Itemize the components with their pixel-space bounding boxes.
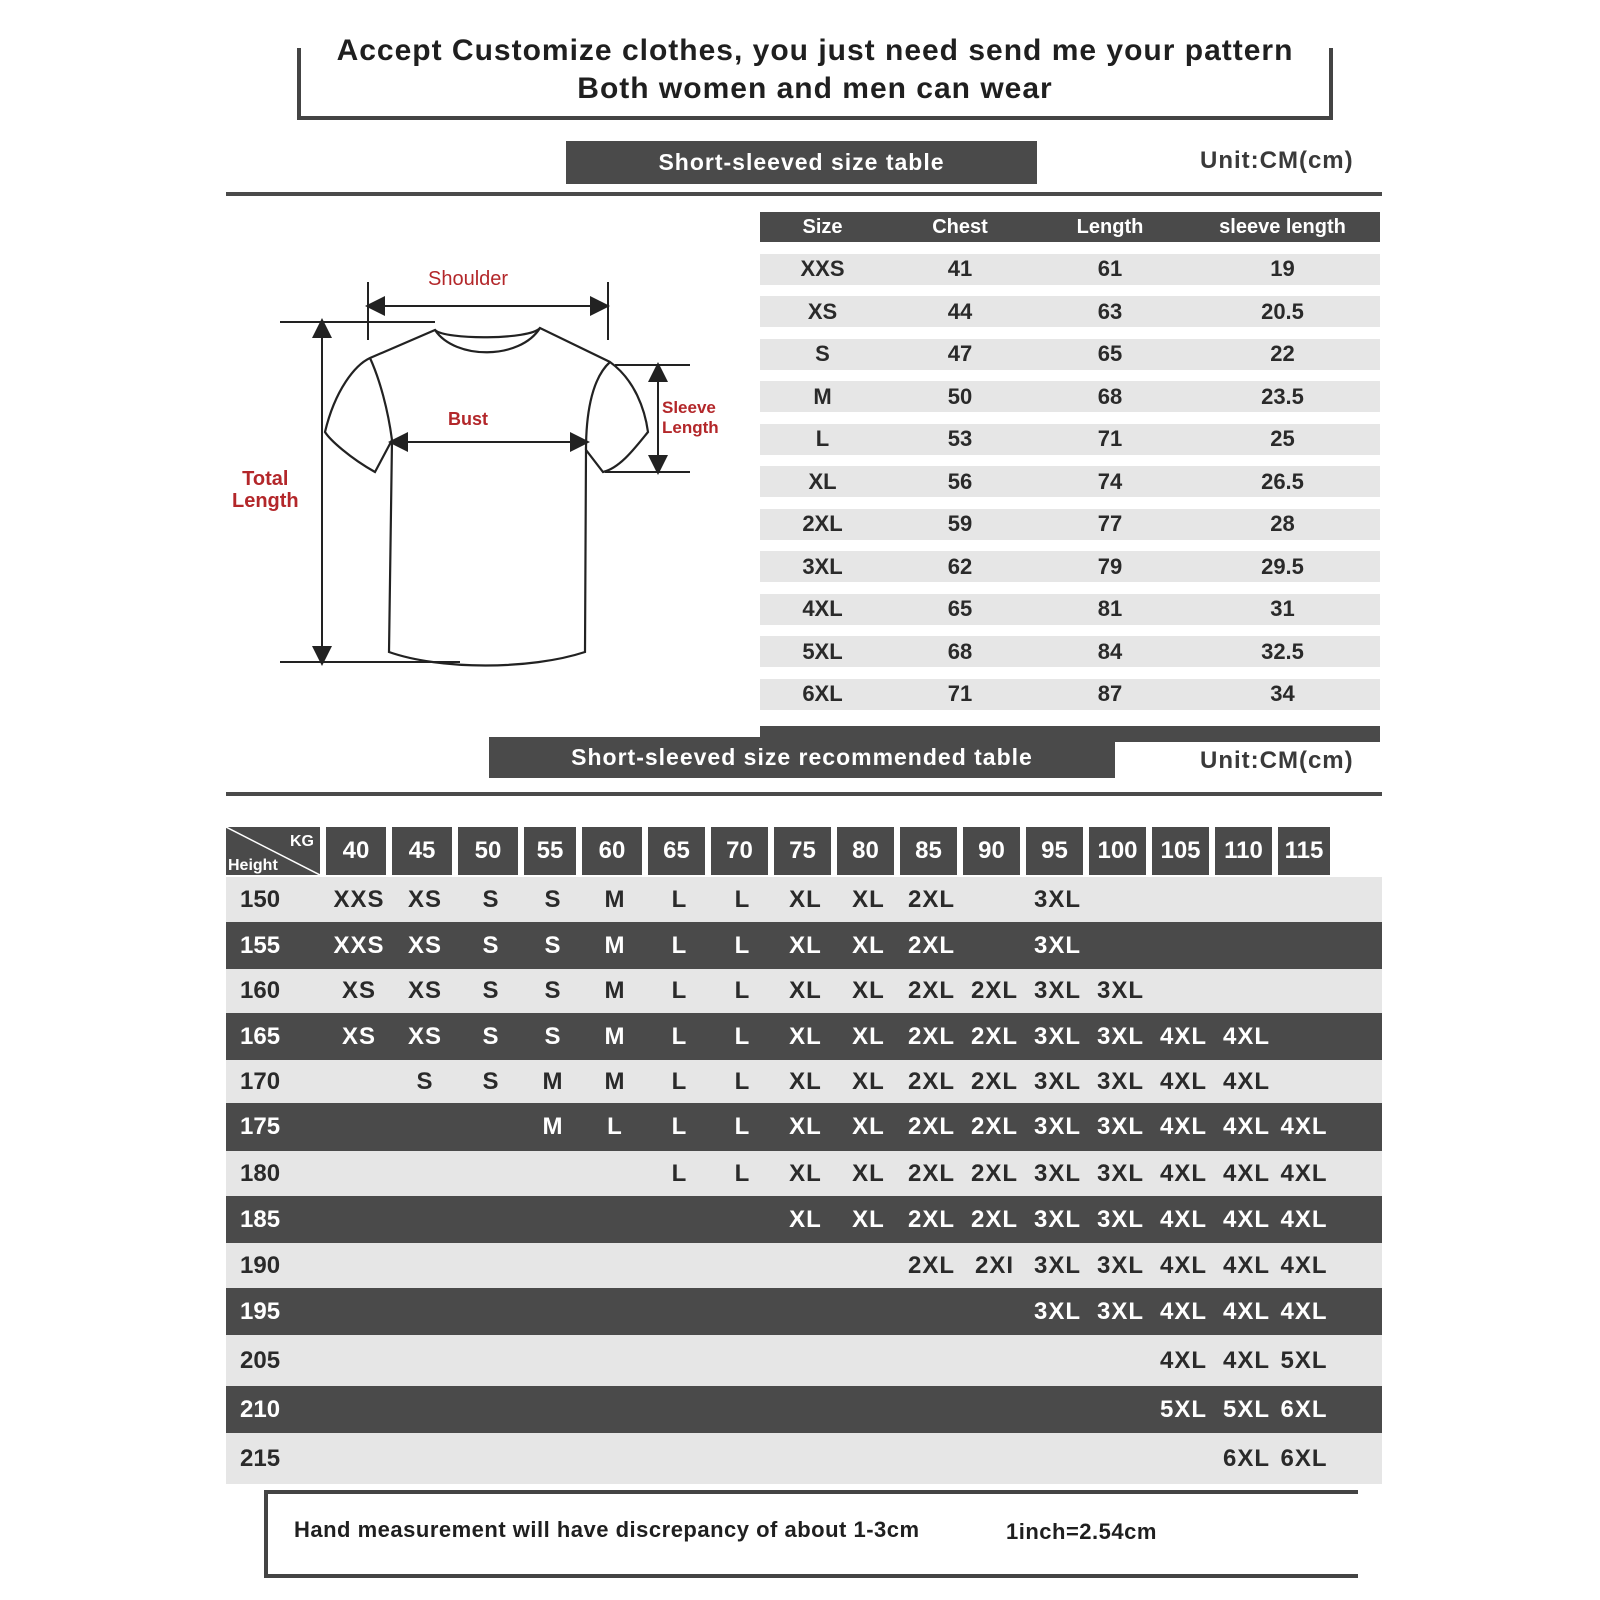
sleeve-length-cell: 28 xyxy=(1270,511,1295,536)
size-recommendation-cell: L xyxy=(734,1159,751,1187)
size-recommendation-cell: 2XL xyxy=(970,977,1018,1004)
size-recommendation-cell: 2XL xyxy=(907,1022,955,1050)
recommend-table-row xyxy=(226,1335,1382,1386)
recommend-table-row xyxy=(226,1433,1382,1484)
kg-column-header: 70 xyxy=(711,827,768,875)
size-recommendation-cell: L xyxy=(671,885,688,913)
height-cell: 170 xyxy=(240,1067,281,1095)
sleeve-length-cell: 34 xyxy=(1270,681,1295,706)
size-recommendation-cell: 3XL xyxy=(1096,1022,1144,1050)
sleeve-length-cell: 25 xyxy=(1270,426,1295,451)
recommend-table-row xyxy=(226,969,1382,1013)
total-length-label-line2: Length xyxy=(232,490,299,512)
header-banner xyxy=(297,34,1333,120)
size-recommendation-cell: XXS xyxy=(333,885,385,913)
recommend-table-row xyxy=(226,1196,1382,1243)
length-cell: 81 xyxy=(1097,596,1123,621)
size-recommendation-cell: L xyxy=(734,1067,751,1095)
size-recommendation-cell: XL xyxy=(852,1205,885,1233)
size-recommendation-cell: 3XL xyxy=(1096,977,1144,1004)
height-cell: 185 xyxy=(240,1205,281,1233)
tshirt-outline-icon xyxy=(230,260,750,700)
length-cell: 65 xyxy=(1097,341,1123,366)
size-table-unit: Unit:CM(cm) xyxy=(1200,147,1354,174)
length-column-header: Length xyxy=(1076,215,1144,238)
length-cell: 71 xyxy=(1097,426,1123,451)
size-recommendation-cell: S xyxy=(482,1067,500,1095)
sleeve-length-cell: 22 xyxy=(1270,341,1295,366)
size-table-row xyxy=(760,381,1380,412)
size-recommendation-cell: 3XL xyxy=(1033,1159,1081,1187)
height-cell: 195 xyxy=(240,1297,281,1325)
recommend-table-row xyxy=(226,1103,1382,1151)
size-recommendation-cell: 3XL xyxy=(1033,1297,1081,1325)
size-recommendation-cell: L xyxy=(671,1022,688,1050)
size-recommendation-cell: 4XL xyxy=(1222,1346,1270,1374)
size-cell: XS xyxy=(807,298,838,324)
chest-cell: 68 xyxy=(947,638,973,664)
length-cell: 77 xyxy=(1097,511,1123,536)
size-recommendation-cell: 3XL xyxy=(1096,1251,1144,1279)
height-cell: 205 xyxy=(240,1346,281,1374)
size-recommendation-cell: 4XL xyxy=(1159,1205,1207,1233)
size-recommendation-cell: 4XL xyxy=(1280,1113,1328,1140)
recommend-table-unit: Unit:CM(cm) xyxy=(1200,747,1354,774)
size-cell: 2XL xyxy=(802,511,843,536)
size-table-row xyxy=(760,679,1380,710)
kg-column-header: 55 xyxy=(524,827,576,875)
recommend-section-divider xyxy=(226,792,1382,796)
size-recommendation-cell: XS xyxy=(407,977,442,1004)
size-table-row xyxy=(760,636,1380,667)
size-recommendation-cell: L xyxy=(734,885,751,913)
size-recommendation-cell: S xyxy=(544,977,562,1004)
recommend-table-row xyxy=(226,1013,1382,1060)
size-recommendation-cell: 3XL xyxy=(1033,1251,1081,1279)
size-recommendation-cell: S xyxy=(482,977,500,1004)
kg-column-header: 85 xyxy=(900,827,957,875)
size-recommendation-cell: 4XL xyxy=(1222,1067,1270,1095)
size-recommendation-cell: S xyxy=(544,931,562,959)
size-table-row xyxy=(760,339,1380,370)
size-table-row xyxy=(760,466,1380,497)
recommend-table-row xyxy=(226,1288,1382,1335)
size-recommendation-cell: M xyxy=(604,1022,626,1050)
sleeve-length-column-header: sleeve length xyxy=(1219,215,1346,238)
size-table-body xyxy=(760,254,1380,710)
sleeve-length-label-line2: Length xyxy=(662,418,719,437)
corner-height-label: Height xyxy=(228,857,278,874)
size-recommendation-cell: 3XL xyxy=(1033,1022,1081,1050)
size-recommendation-cell: L xyxy=(734,931,751,959)
size-recommendation-cell: 3XL xyxy=(1033,1113,1081,1140)
size-table-row xyxy=(760,254,1380,285)
chest-column-header: Chest xyxy=(932,215,988,238)
size-recommendation-cell: 4XL xyxy=(1159,1022,1207,1050)
kg-height-corner xyxy=(226,827,320,875)
size-recommendation-cell: XL xyxy=(852,1159,885,1187)
recommend-table-row xyxy=(226,1386,1382,1433)
size-cell: 5XL xyxy=(802,638,843,664)
length-cell: 74 xyxy=(1097,468,1123,494)
size-cell: M xyxy=(813,383,832,409)
size-cell: XXS xyxy=(800,256,845,281)
shoulder-label: Shoulder xyxy=(428,268,509,290)
size-recommendation-cell: S xyxy=(482,931,500,959)
size-recommendation-cell: XL xyxy=(789,931,822,959)
chest-cell: 41 xyxy=(947,256,973,281)
size-cell: S xyxy=(815,341,830,366)
chest-cell: 65 xyxy=(947,596,973,621)
size-recommendation-cell: L xyxy=(734,1113,751,1140)
size-table-row xyxy=(760,509,1380,540)
size-cell: L xyxy=(815,426,830,451)
total-length-label xyxy=(232,468,299,512)
size-cell: 4XL xyxy=(802,596,843,621)
size-recommendation-cell: 3XL xyxy=(1033,1067,1081,1095)
total-length-label-line1: Total xyxy=(242,468,289,490)
chest-cell: 59 xyxy=(947,511,973,536)
size-recommendation-cell: 6XL xyxy=(1280,1395,1328,1423)
length-cell: 79 xyxy=(1097,553,1123,579)
kg-column-header: 50 xyxy=(458,827,518,875)
size-recommendation-cell: 4XL xyxy=(1222,1022,1270,1050)
size-table-row xyxy=(760,594,1380,625)
size-table-row xyxy=(760,551,1380,582)
size-recommendation-cell: 3XL xyxy=(1096,1067,1144,1095)
size-recommendation-cell: XL xyxy=(789,1022,822,1050)
size-recommendation-cell: 2XL xyxy=(907,1159,955,1187)
size-recommendation-cell: 2XL xyxy=(970,1022,1018,1050)
size-cell: 3XL xyxy=(802,553,843,579)
size-table-row xyxy=(760,424,1380,455)
size-recommendation-cell: 2XL xyxy=(970,1159,1018,1187)
size-recommendation-cell: XL xyxy=(789,977,822,1004)
size-recommendation-cell: L xyxy=(734,977,751,1004)
size-recommendation-cell: XL xyxy=(789,1159,822,1187)
size-recommendation-cell: 4XL xyxy=(1280,1297,1328,1325)
size-recommendation-cell: 4XL xyxy=(1159,1251,1207,1279)
size-recommendation-cell: XL xyxy=(852,977,885,1004)
size-cell: 6XL xyxy=(802,681,843,706)
kg-column-header: 100 xyxy=(1089,827,1146,875)
size-recommendation-cell: XL xyxy=(852,1067,885,1095)
size-recommendation-cell: XS xyxy=(407,885,442,913)
size-recommendation-cell: 4XL xyxy=(1280,1251,1328,1279)
height-cell: 165 xyxy=(240,1022,281,1050)
size-recommendation-cell: XXS xyxy=(333,931,385,959)
footer-note-box xyxy=(264,1490,1358,1578)
kg-column-header: 115 xyxy=(1278,827,1330,875)
size-recommendation-cell: L xyxy=(671,1113,688,1140)
kg-column-header: 65 xyxy=(648,827,705,875)
size-table-row xyxy=(760,296,1380,327)
size-recommendation-cell: M xyxy=(604,931,626,959)
kg-column-header: 45 xyxy=(392,827,452,875)
size-cell: XL xyxy=(808,468,837,494)
size-recommendation-cell: 4XL xyxy=(1222,1205,1270,1233)
size-recommendation-cell: L xyxy=(607,1113,623,1140)
size-recommendation-cell: M xyxy=(542,1113,564,1140)
size-recommendation-cell: 3XL xyxy=(1096,1297,1144,1325)
kg-column-header: 40 xyxy=(326,827,386,875)
size-recommendation-cell: 3XL xyxy=(1033,931,1081,959)
recommend-table-row xyxy=(226,1151,1382,1196)
recommend-table-row xyxy=(226,1060,1382,1103)
size-recommendation-cell: 2XL xyxy=(907,1067,955,1095)
size-section-divider xyxy=(226,192,1382,196)
sleeve-length-cell: 19 xyxy=(1270,256,1295,281)
sleeve-length-cell: 29.5 xyxy=(1261,553,1304,579)
chest-cell: 50 xyxy=(947,383,973,409)
size-recommendation-cell: 2XL xyxy=(970,1205,1018,1233)
length-cell: 87 xyxy=(1097,681,1123,706)
size-recommendation-cell: M xyxy=(604,977,626,1004)
size-recommendation-cell: XL xyxy=(852,1113,885,1140)
size-recommendation-cell: L xyxy=(671,931,688,959)
size-recommendation-cell: M xyxy=(604,885,626,913)
size-recommendation-cell: 4XL xyxy=(1222,1113,1270,1140)
size-recommendation-cell: L xyxy=(671,1067,688,1095)
sleeve-length-cell: 20.5 xyxy=(1261,298,1304,324)
size-recommendation-cell: XL xyxy=(789,1067,822,1095)
size-recommendation-cell: XS xyxy=(341,1022,376,1050)
size-table xyxy=(760,212,1380,742)
sleeve-length-cell: 26.5 xyxy=(1261,468,1304,494)
size-recommendation-cell: M xyxy=(542,1067,564,1095)
bust-label: Bust xyxy=(448,409,488,429)
sleeve-length-cell: 31 xyxy=(1270,596,1295,621)
length-cell: 84 xyxy=(1097,638,1123,664)
height-cell: 150 xyxy=(240,885,281,913)
sleeve-length-label xyxy=(662,398,719,438)
sleeve-length-label-line1: Sleeve xyxy=(662,398,716,417)
size-recommendation-cell: XS xyxy=(341,977,376,1004)
size-recommendation-cell: L xyxy=(671,977,688,1004)
length-cell: 61 xyxy=(1097,256,1123,281)
size-recommendation-cell: 5XL xyxy=(1222,1395,1270,1423)
chest-cell: 47 xyxy=(947,341,973,366)
kg-column-header: 80 xyxy=(837,827,894,875)
kg-column-header: 105 xyxy=(1152,827,1209,875)
size-recommendation-cell: S xyxy=(544,1022,562,1050)
recommend-table-header xyxy=(226,827,1382,877)
size-recommendation-cell: 3XL xyxy=(1033,977,1081,1004)
size-recommendation-cell: 4XL xyxy=(1159,1067,1207,1095)
kg-column-header: 75 xyxy=(774,827,831,875)
size-recommendation-cell: 5XL xyxy=(1159,1395,1207,1423)
size-table-header xyxy=(760,212,1380,242)
recommend-table xyxy=(226,827,1382,1484)
height-cell: 175 xyxy=(240,1113,281,1140)
chest-cell: 62 xyxy=(947,553,973,579)
recommend-table-row xyxy=(226,1243,1382,1288)
recommend-table-row xyxy=(226,922,1382,969)
size-recommendation-cell: 4XL xyxy=(1222,1297,1270,1325)
sleeve-length-cell: 23.5 xyxy=(1261,383,1304,409)
size-recommendation-cell: S xyxy=(544,885,562,913)
height-cell: 160 xyxy=(240,977,281,1004)
size-recommendation-cell: 3XL xyxy=(1096,1205,1144,1233)
size-recommendation-cell: XL xyxy=(852,885,885,913)
size-recommendation-cell: 2XL xyxy=(970,1113,1018,1140)
size-recommendation-cell: 5XL xyxy=(1280,1346,1328,1374)
height-cell: 215 xyxy=(240,1444,281,1472)
size-recommendation-cell: S xyxy=(482,885,500,913)
size-recommendation-cell: XL xyxy=(789,1205,822,1233)
size-recommendation-cell: 6XL xyxy=(1222,1444,1270,1472)
size-column-header: Size xyxy=(802,215,843,238)
height-cell: 210 xyxy=(240,1395,281,1423)
chest-cell: 56 xyxy=(947,468,973,494)
chest-cell: 53 xyxy=(947,426,973,451)
size-recommendation-cell: XS xyxy=(407,931,442,959)
size-recommendation-cell: 2XL xyxy=(970,1067,1018,1095)
size-recommendation-cell: 3XL xyxy=(1096,1159,1144,1187)
size-recommendation-cell: 2XL xyxy=(907,885,955,913)
size-recommendation-cell: 3XL xyxy=(1033,1205,1081,1233)
size-recommendation-cell: 4XL xyxy=(1159,1297,1207,1325)
size-recommendation-cell: S xyxy=(416,1067,434,1095)
size-recommendation-cell: 4XL xyxy=(1159,1113,1207,1140)
size-recommendation-cell: XL xyxy=(852,1022,885,1050)
size-recommendation-cell: 4XL xyxy=(1222,1159,1270,1187)
size-recommendation-cell: L xyxy=(734,1022,751,1050)
size-recommendation-cell: 2XL xyxy=(907,977,955,1004)
kg-column-header: 110 xyxy=(1215,827,1272,875)
size-recommendation-cell: 4XL xyxy=(1222,1251,1270,1279)
size-recommendation-cell: 2XL xyxy=(907,931,955,959)
size-recommendation-cell: 4XL xyxy=(1159,1346,1207,1374)
size-recommendation-cell: 2XL xyxy=(907,1113,955,1140)
kg-column-header: 90 xyxy=(963,827,1020,875)
recommend-table-title: Short-sleeved size recommended table xyxy=(489,737,1115,778)
measurement-note: Hand measurement will have discrepancy of about 1-3cm xyxy=(294,1517,920,1542)
size-recommendation-cell: 3XL xyxy=(1033,885,1081,913)
size-recommendation-cell: 3XL xyxy=(1096,1113,1144,1140)
size-recommendation-cell: 2XI xyxy=(974,1251,1015,1279)
size-recommendation-cell: 4XL xyxy=(1280,1205,1328,1233)
corner-kg-label: KG xyxy=(290,833,314,850)
sleeve-length-cell: 32.5 xyxy=(1261,638,1304,664)
size-recommendation-cell: S xyxy=(482,1022,500,1050)
length-cell: 68 xyxy=(1097,383,1123,409)
header-line-2: Both women and men can wear xyxy=(577,72,1053,105)
recommend-table-row xyxy=(226,877,1382,922)
inch-conversion: 1inch=2.54cm xyxy=(1006,1519,1157,1544)
size-recommendation-cell: L xyxy=(671,1159,688,1187)
size-recommendation-cell: 4XL xyxy=(1280,1159,1328,1187)
size-recommendation-cell: 2XL xyxy=(907,1251,955,1279)
header-line-1: Accept Customize clothes, you just need send me your pattern xyxy=(336,34,1294,67)
height-cell: 190 xyxy=(240,1251,281,1279)
size-recommendation-cell: 4XL xyxy=(1159,1159,1207,1187)
height-cell: 180 xyxy=(240,1159,281,1187)
size-recommendation-cell: M xyxy=(604,1067,626,1095)
chest-cell: 44 xyxy=(947,298,973,324)
height-cell: 155 xyxy=(240,931,281,959)
tshirt-diagram xyxy=(230,260,750,700)
length-cell: 63 xyxy=(1097,298,1123,324)
size-recommendation-cell: 2XL xyxy=(907,1205,955,1233)
size-recommendation-cell: XL xyxy=(789,885,822,913)
chest-cell: 71 xyxy=(947,681,973,706)
recommend-table-body xyxy=(226,877,1382,1484)
size-recommendation-cell: 6XL xyxy=(1280,1444,1328,1472)
kg-column-header: 60 xyxy=(582,827,642,875)
kg-column-header: 95 xyxy=(1026,827,1083,875)
size-recommendation-cell: XL xyxy=(789,1113,822,1140)
size-recommendation-cell: XL xyxy=(852,931,885,959)
size-table-title: Short-sleeved size table xyxy=(566,141,1037,184)
size-recommendation-cell: XS xyxy=(407,1022,442,1050)
